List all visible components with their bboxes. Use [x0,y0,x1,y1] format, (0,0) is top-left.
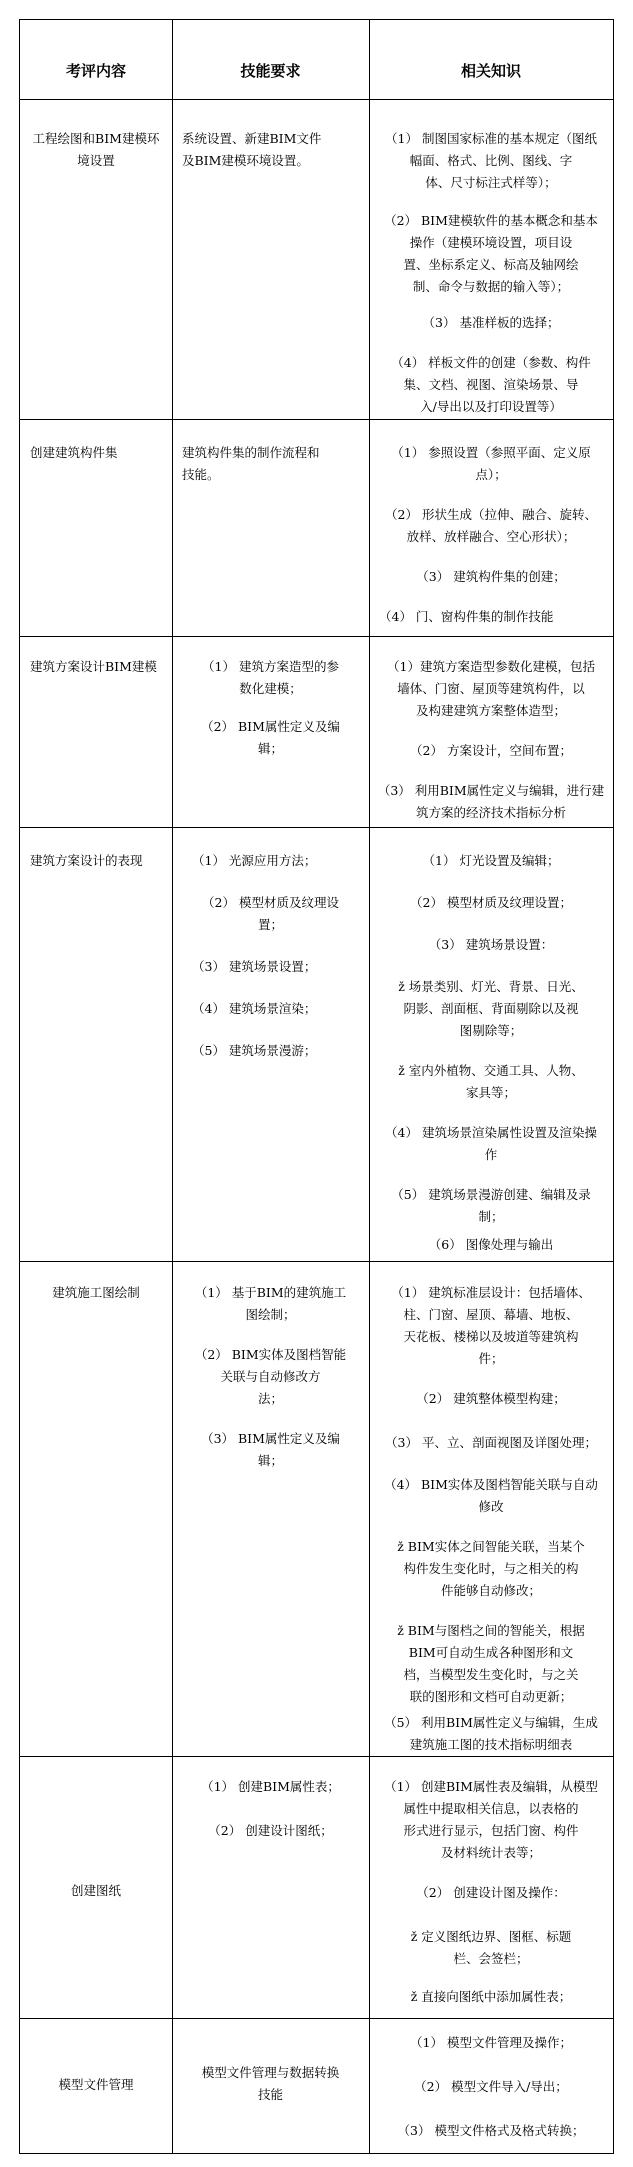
skills-table [19,19,614,2154]
knowledge-item [369,850,613,872]
knowledge-item [369,1432,613,1454]
text-line: 工程绘图和BIM建模环 [32,131,160,146]
skill-item [192,956,316,978]
knowledge-item [369,976,613,1042]
row-divider [20,2018,613,2019]
text-line: 法； [257,1391,283,1406]
skill-item [172,656,369,700]
knowledge-item [369,1712,613,1756]
row-content [30,656,157,678]
text-line: ž 定义图纸边界、图框、标题 [410,1929,572,1944]
row-divider [20,827,613,828]
text-line: 技能 [257,2087,283,2102]
knowledge-item [369,210,613,298]
text-line: 及材料统计表等； [440,1845,541,1860]
knowledge-item [369,1474,613,1518]
text-line: （1） 参照设置（参照平面、定义原 [391,445,591,460]
text-line: 柱、门窗、屋顶、幕墙、地板、 [403,1307,579,1322]
knowledge-item [369,1776,613,1864]
row-divider [20,1756,613,1757]
text-line: ž 直接向图纸中添加属性表； [410,1989,572,2004]
text-line: （3） 建筑构件集的创建； [416,569,566,584]
text-line: （1） 灯光设置及编辑； [422,853,560,868]
text-line: （2） 形状生成（拉伸、融合、旋转、 [385,507,597,522]
skill-item [182,442,320,486]
text-line: 图绘制； [245,1307,296,1322]
text-line: （1） 建筑方案造型的参 [202,659,339,674]
text-line: 创建图纸 [70,1883,121,1898]
knowledge-item [369,2076,613,2098]
text-line: 建筑方案设计的表现 [30,853,143,868]
knowledge-item [369,1986,613,2008]
text-line: 制； [478,1209,504,1224]
text-line: 模型文件管理与数据转换 [201,2065,340,2080]
text-line: 及BIM建模环境设置。 [182,153,309,168]
text-line: （4） 建筑场景渲染属性设置及渲染操 [385,1125,597,1140]
text-line: （2） 模型文件导入/导出； [414,2079,568,2094]
knowledge-item [369,1882,613,1904]
text-line: 辑； [257,741,283,756]
text-line: 创建建筑构件集 [30,445,118,460]
knowledge-item [369,312,613,334]
knowledge-item [369,1060,613,1104]
text-line: 天花板、楼梯以及坡道等建筑构 [403,1329,579,1344]
text-line: 置、坐标系定义、标高及轴网绘 [403,257,579,272]
text-line: 构件发生变化时，与之相关的构 [403,1561,579,1576]
text-line: ž BIM与图档之间的智能关，根据 [397,1623,585,1638]
knowledge-item [369,1926,613,1970]
row-divider [20,1261,613,1262]
text-line: （3） BIM属性定义及编 [201,1431,340,1446]
knowledge-item [369,566,613,588]
text-line: 栏、会签栏； [453,1951,529,1966]
knowledge-item [369,1234,613,1256]
row-content [20,2074,172,2096]
text-line: 集、文档、视图、渲染场景、导 [403,377,579,392]
text-line: （2） BIM实体及图档智能 [194,1347,347,1362]
knowledge-item [369,780,613,824]
text-line: 联的图形和文档可自动更新； [409,1689,573,1704]
knowledge-item [369,2032,613,2054]
text-line: （1） 模型文件管理及操作； [410,2035,572,2050]
text-line: （2） 模型材质及纹理设 [202,895,339,910]
knowledge-item [369,1122,613,1166]
knowledge-item [369,504,613,548]
text-line: ž 场景类别、灯光、背景、日光、 [398,979,584,994]
knowledge-item [369,892,613,914]
knowledge-item [369,656,613,722]
knowledge-item [369,934,613,956]
skill-item [172,716,369,760]
text-line: （2） 创建设计图纸； [208,1823,333,1838]
text-line: 建筑施工图的技术指标明细表 [409,1737,573,1752]
knowledge-item [369,128,613,194]
skill-item [172,1282,369,1326]
skill-item [172,1344,369,1410]
knowledge-item [379,606,553,628]
text-line: 及构建建筑方案整体造型； [415,703,566,718]
text-line: 境设置 [77,153,115,168]
row-content [20,1880,172,1902]
text-line: （1） 创建BIM属性表及编辑，从模型 [384,1779,598,1794]
text-line: 模型文件管理 [58,2077,134,2092]
text-line: 幅面、格式、比例、图线、字 [409,153,573,168]
text-line: （3） 基准样板的选择； [422,315,560,330]
text-line: （1）建筑方案造型参数化建模，包括 [387,659,595,674]
text-line: （5） 建筑场景漫游； [192,1043,317,1058]
text-line: （2） 建筑整体模型构建； [416,1391,566,1406]
text-line: 图剔除等； [459,1023,523,1038]
text-line: 入/导出以及打印设置等） [420,399,562,414]
text-line: 档，当模型发生变化时，与之关 [403,1667,579,1682]
text-line: （1） 建筑标准层设计：包括墙体、 [391,1285,591,1300]
row-content [20,1282,172,1304]
text-line: （4） 门、窗构件集的制作技能 [379,609,554,624]
text-line: （2） 方案设计，空间布置； [410,743,572,758]
text-line: 建筑方案设计BIM建模 [30,659,157,674]
text-line: （3） 建筑场景设置： [428,937,554,952]
header-skill-requirements: 技能要求 [240,62,301,80]
text-line: （2） BIM建模软件的基本概念和基本 [384,213,598,228]
text-line: （5） 建筑场景漫游创建、编辑及录 [391,1187,591,1202]
knowledge-item [369,1620,613,1708]
row-content [30,442,118,464]
text-line: 属性中提取相关信息，以表格的 [403,1801,579,1816]
text-line: 体、尺寸标注式样等）； [425,175,557,190]
knowledge-item [369,352,613,418]
skill-item [192,998,316,1020]
knowledge-item [369,1536,613,1602]
text-line: （1） 创建BIM属性表； [201,1779,340,1794]
text-line: （3） 建筑场景设置； [192,959,317,974]
text-line: 点）； [475,467,507,482]
knowledge-item [369,1184,613,1228]
text-line: （2） 创建设计图及操作： [416,1885,566,1900]
text-line: （3） 平、立、剖面视图及详图处理； [385,1435,597,1450]
text-line: （1） 制图国家标准的基本规定（图纸 [385,131,597,146]
text-line: 辑； [257,1453,283,1468]
text-line: 制、命令与数据的输入等）； [412,279,570,294]
skill-item [192,1040,316,1062]
header-related-knowledge: 相关知识 [460,62,521,80]
text-line: 阴影、剖面框、背面剔除以及视 [403,1001,579,1016]
text-line: 家具等； [465,1085,516,1100]
skill-item [172,892,369,936]
text-line: 修改 [478,1499,504,1514]
text-line: 技能。 [182,467,220,482]
row-divider [20,419,613,420]
text-line: ž 室内外植物、交通工具、人物、 [398,1063,584,1078]
text-line: （1） 光源应用方法； [192,853,317,868]
text-line: 关联与自动修改方 [220,1369,321,1384]
row-divider [20,636,613,637]
text-line: 筑方案的经济技术指标分析 [415,805,566,820]
text-line: （2） 模型材质及纹理设置； [410,895,572,910]
skill-item [172,2062,369,2106]
text-line: 放样、放样融合、空心形状）； [406,529,576,544]
text-line: （1） 基于BIM的建筑施工 [194,1285,347,1300]
knowledge-item [369,1282,613,1370]
text-line: BIM可自动生成各种图形和文 [408,1645,574,1660]
row-divider [20,99,613,100]
text-line: 建筑施工图绘制 [52,1285,140,1300]
text-line: （3） 模型文件格式及格式转换； [397,2123,585,2138]
text-line: 作 [484,1147,498,1162]
skill-item [172,1820,369,1842]
text-line: （6） 图像处理与输出 [428,1237,554,1252]
text-line: 操作（建模环境设置，项目设 [409,235,573,250]
text-line: 件能够自动修改； [440,1583,541,1598]
knowledge-item [369,740,613,762]
text-line: （3） 利用BIM属性定义与编辑，进行建 [377,783,605,798]
text-line: （5） 利用BIM属性定义与编辑，生成 [384,1715,598,1730]
row-content [30,850,143,872]
text-line: 系统设置、新建BIM文件 [182,131,322,146]
skill-item [172,1428,369,1472]
header-assessment-content: 考评内容 [65,62,126,80]
text-line: （2） BIM属性定义及编 [201,719,340,734]
text-line: 建筑构件集的制作流程和 [182,445,320,460]
knowledge-item [369,1388,613,1410]
text-line: ž BIM实体之间智能关联，当某个 [397,1539,585,1554]
skill-item [172,1776,369,1798]
text-line: 形式进行显示，包括门窗、构件 [403,1823,579,1838]
skill-item [192,850,316,872]
knowledge-item [369,2120,613,2142]
text-line: （4） 建筑场景渲染； [192,1001,317,1016]
text-line: （4） BIM实体及图档智能关联与自动 [384,1477,598,1492]
text-line: 置； [257,917,283,932]
text-line: 墙体、门窗、屋顶等建筑构件，以 [397,681,585,696]
row-content [20,128,172,172]
knowledge-item [369,442,613,486]
text-line: 件； [478,1351,504,1366]
skill-item [182,128,321,172]
text-line: 数化建模； [239,681,302,696]
text-line: （4） 样板文件的创建（参数、构件 [391,355,591,370]
